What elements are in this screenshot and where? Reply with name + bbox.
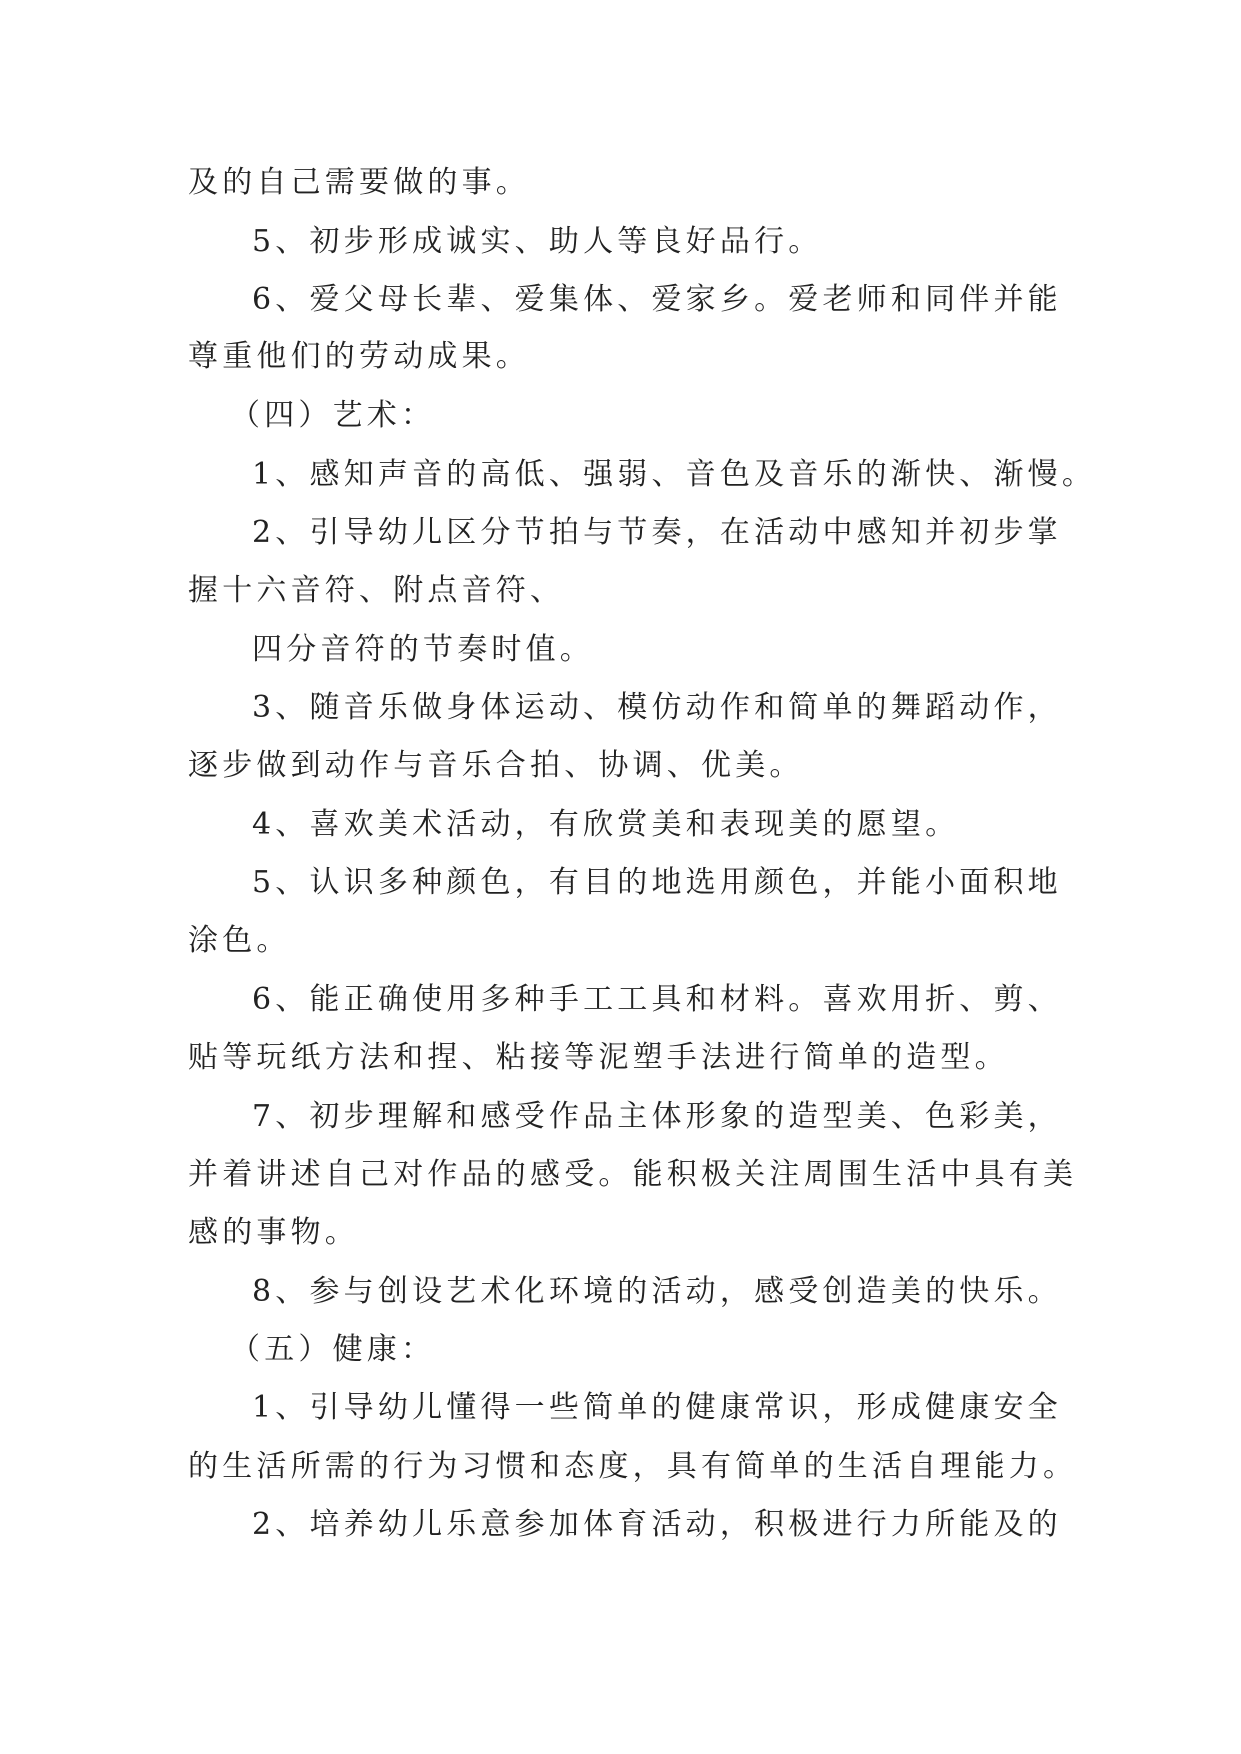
text-line: 及的自己需要做的事。 (188, 165, 530, 200)
text-line: 5、认识多种颜色，有目的地选用颜色，并能小面积地 (252, 865, 1062, 900)
text-line: 尊重他们的劳动成果。 (188, 339, 530, 374)
text-line: 感的事物。 (188, 1215, 359, 1250)
text-line: 7、初步理解和感受作品主体形象的造型美、色彩美， (252, 1099, 1062, 1134)
text-line: 1、感知声音的高低、强弱、音色及音乐的渐快、渐慢。 (252, 457, 1097, 492)
section-heading: （四）艺术： (230, 398, 436, 433)
text-line: 的生活所需的行为习惯和态度，具有简单的生活自理能力。 (188, 1449, 1078, 1484)
text-line: 握十六音符、附点音符、 (188, 573, 565, 608)
text-line: 2、引导幼儿区分节拍与节奏，在活动中感知并初步掌 (252, 515, 1062, 550)
text-line: 2、培养幼儿乐意参加体育活动，积极进行力所能及的 (252, 1507, 1062, 1542)
section-heading: （五）健康： (230, 1332, 436, 1367)
text-line: 3、随音乐做身体运动、模仿动作和简单的舞蹈动作， (252, 690, 1062, 725)
text-line: 涂色。 (188, 923, 291, 958)
text-line: 贴等玩纸方法和捏、粘接等泥塑手法进行简单的造型。 (188, 1040, 1009, 1075)
text-line: 4、喜欢美术活动，有欣赏美和表现美的愿望。 (252, 807, 960, 842)
text-line: 5、初步形成诚实、助人等良好品行。 (252, 224, 823, 259)
text-line: 6、爱父母长辈、爱集体、爱家乡。爱老师和同伴并能 (252, 282, 1062, 317)
text-line: 8、参与创设艺术化环境的活动，感受创造美的快乐。 (252, 1274, 1062, 1309)
text-line: 6、能正确使用多种手工工具和材料。喜欢用折、剪、 (252, 982, 1062, 1017)
text-line: 四分音符的节奏时值。 (252, 632, 594, 667)
text-line: 并着讲述自己对作品的感受。能积极关注周围生活中具有美 (188, 1157, 1078, 1192)
text-line: 1、引导幼儿懂得一些简单的健康常识，形成健康安全 (252, 1390, 1062, 1425)
text-line: 逐步做到动作与音乐合拍、协调、优美。 (188, 748, 804, 783)
